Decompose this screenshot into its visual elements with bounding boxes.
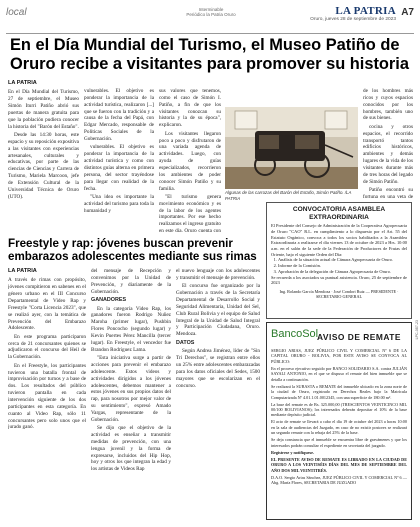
article1-kicker: LA PATRIA (8, 80, 37, 86)
museum-carriage-photo (225, 107, 358, 189)
article2-kicker: LA PATRIA (8, 268, 37, 274)
auction-paragraph: El acto de remate se llevará a cabo el día 19 de octubre del 2023 a horas 10:00 en la sala de audiencias del Juzgado, en caso de no existir postores se realizará un segundo remate con la rebaja del 25% de la base. (271, 419, 407, 436)
page-number: A7 (401, 7, 414, 18)
data-subhead: DATOS (176, 340, 195, 347)
article2-column-2 (91, 268, 171, 520)
agenda-item: 2. Informe de la Comisión. (278, 263, 407, 269)
article2-paragraph: El concurso fue organizado por la Gobernación a través de la Secretaría Departamental de Desarrollo Social y Seguridad Alimentaria, Unidad del Sel, Club Rural Bolivia y el equipo de Salud Integral de la Unidad de Salud Integral y Participación Ciudadana, Oruro. Mendoza. (176, 283, 260, 338)
agenda-item: 1. Análisis de la situación actual de Cámara Agropecuaria de Oruro. (278, 257, 407, 263)
auction-paragraph: D.A.O. Sergio Arias Sánchez, JUEZ PÚBLICO CIVIL Y COMERCIAL Nº 6 — Abg. María Flores, SECRETARIA DE JUZGADO (271, 474, 407, 485)
winners-subhead: GANADORES (91, 297, 127, 304)
article1-column-2 (84, 88, 154, 233)
article2-paragraph: "Esta iniciativa surge a partir de acciones para prevenir el embarazo adolescente. Estos videos y actividades dirigidos a los jóvenes adolescentes, debemos mantener a estos jóvenes en sus propios datos del rap, para nosotros por mejor valor de su sentimiento", expresó Amado Vargas, representante de la Gobernación. (91, 355, 171, 423)
photo-caption: Algunas de las carrozas del Barón del Estaño, Simón Patiño. /LA PATRIA (225, 190, 352, 201)
agenda-item: 3. Aprobación de la delegación de Cámara Agropecuaria de Oruro. (278, 269, 407, 275)
ad-code: LPC-087-23 (415, 320, 419, 340)
auction-notice (266, 322, 412, 520)
auction-paragraph: Se realizará la SUBASTA o REMATE del inmueble ubicado en la zona norte de la ciudad de Oruro, registrado en Derechos Reales bajo la Matrícula Computarizada Nº 4.01.1.01.0012345, con una superficie de 180.00 m². (271, 383, 407, 400)
bancosol-logo: BancoSol (271, 328, 319, 340)
article2-paragraph: En este programa participaron cerca de 21 concursantes quienes se adjudicaron el concurso del Heil de la Gobernación. (8, 333, 86, 361)
notice-agenda (271, 257, 407, 274)
publication-line-1: Interminable (198, 7, 224, 12)
masthead (6, 4, 414, 34)
article1-paragraph: vulnerables. El objetivo es ponderar la importancia de la actividad turística y como con distintos guías alterna en primera persona, del sector trayéndose para llegar con realidad de la fecha. (84, 144, 154, 192)
article2-paragraph: del mensaje de Recepción y convenimos por la Unidad de Prevención, y diariamente de la Gobernación. (91, 268, 171, 295)
article1-column-3 (159, 88, 221, 233)
auction-header (271, 326, 407, 348)
auction-title: AVISO DE REMATE (317, 332, 401, 342)
article1-paragraph: de los hombres más ricos y cuyos espacios conocidos por los hombres, también uno de sus bienes. (363, 88, 413, 122)
article2-column-1 (8, 268, 86, 520)
article2-column-3 (176, 268, 260, 520)
article2-paragraph: A través de rimas con propósito, jóvenes compitieron en sabenes en el género urbano en el III Concurso Departamental de Video Rap y Freestyle "Corta Licencia 2023", que se realizó ayer, con la temática de Prevención del Embarazo Adolescente. (8, 277, 86, 332)
article1-paragraph: Desde las 14:30 horas, este espacio y su reposición expositiva a las visitantes con experiencias artesanales, culturales y educativas, por parte de las ciencias de Ciencias y Carrera de Turismo, Mariela Marcoon, jefe de Extensión Cultural de la Universidad Técnica de Oruro (UTO). (8, 132, 79, 200)
article2-paragraph: Según Andrea Jiménez, líder de "Sin Tri Derechos", se registran entre ellos un 25% entre adolescentes embarazadas para los datos oficiales del Sedes, 1500 mayores que se escolarizan en el concurso. (176, 348, 260, 389)
article2-paragraph: En el Freestyle, los participantes tuvieron una batalla frontal de improvisación por turnos y a base de dos. Los resultados del público tuvieron pantalla en cada intervención siguiente de los dos participantes en esta categoría. En cuanto al Video Rap, sólo 11 concursantes pero solo unos que el jurado ganó. (8, 362, 86, 431)
auction-paragraph: La base del remate es de Bs. 325.000,00 (TRESCIENTOS VEINTICINCO MIL 00/100 BOLIVIANOS); los interesados deberán depositar el 10% de la base mediante depósito judicial. (271, 401, 407, 418)
article1-paragraph: "Una idea es importante la actividad del turismo para toda la humanidad y (84, 193, 154, 214)
article1-paragraph: Patiño encontró su fortuna en una veta de (363, 187, 413, 200)
notice-signatures: Ing. Rolando García Mendoza · José Condori Ruiz — PRESIDENTE · SECRETARIO GENERAL (279, 289, 399, 300)
article1-column-4 (363, 88, 413, 200)
publication-line-2: Periódico la Patria Oruro (186, 12, 236, 18)
article2-paragraph: el nuevo lenguaje con los adolescentes y transmitir el mensaje de prevención. (176, 268, 260, 281)
auction-paragraph: EL PRESENTE AVISO DE REMATE ES LIBRADO EN LA CIUDAD DE ORURO A LOS VEINTISÉIS DÍAS DEL MES DE SEPTIEMBRE DEL AÑO DOS MIL VEINTITRÉS. (271, 456, 407, 473)
issue-date: Oruro, jueves 28 de septiembre de 2023 (310, 17, 396, 22)
publication-strip (156, 7, 266, 18)
article1-paragraph: sus valores que tenemos, como el caso de Simón I. Patiño, a fin de que los visitantes conozcan su historia y la de su época", explicaron. (159, 88, 221, 129)
auction-paragraph: SERGIO ARIAS, JUEZ PÚBLICO CIVIL Y COMERCIAL Nº 6 DE LA CAPITAL ORURO - BOLIVIA, POR ESTE AVISO SE CONVOCA AL PÚBLICO: (271, 348, 407, 364)
photo-illustration (225, 107, 358, 189)
notice-title: CONVOCATORIA ASAMBLEA EXTRAORDINARIA (292, 206, 386, 221)
auction-paragraph: Registrese y notifíquese. (271, 449, 315, 455)
auction-paragraph: Se deja constancia que el inmueble se encuentra libre de gravámenes y que los interesados podrán consultar el expediente en secretaría del juzgado. (271, 437, 407, 448)
newspaper-logo: LA PATRIA (335, 5, 396, 17)
article1-paragraph: En el Día Mundial del Turismo, 27 de septiembre, el Museo Simón Iturri Patiño abrió sus puertas de manera gratuita para que la población pudiera conocer la historia del "Barón del Estaño". (8, 89, 79, 130)
notice-closing: Se recuerda a los asociados su puntual asistencia. Oruro, 25 de septiembre de 2023 (271, 274, 407, 286)
article1-paragraph: Los visitantes llegaron poco a poco y disfrutaron de una variada agenda de actividades. Luego, con ayuda de guías especializados, recorrieron los ambientes de poder conocer Simón Patiño y su familia. (159, 130, 221, 192)
article2-paragraph: En la categoría Video Rap, los ganadores fueron Rodrigo Nuñez Maroha (primer lugar), Pushbin Flores Poncocho (segundo lugar) y Kevin Puertes Pérez Mancilla (tercer lugar). En Freestyle, el vencedor fue Brandon Rodríguez Lama. (91, 305, 171, 353)
article1-column-3b (225, 200, 263, 224)
article1-paragraph: vulnerables. El objetivo es ponderar la importancia de la actividad turística, realizaron [...] que se fueron con la tradición y a causa de la fecha del Papá, con Edgar Mercado, responsable de Políticas Sociales de la Gobernación. (84, 88, 154, 143)
article1-column-1 (8, 80, 79, 230)
article1-headline: En el Día Mundial del Turismo, el Museo Patiño de Oruro recibe a visitantes para promover su historia (10, 36, 409, 74)
auction-paragraph: En el proceso ejecutivo seguido por BANCO SOLIDARIO S.A. contra JULIÁN SAYALI ANTONIO, en el que se dispuso el remate del bien inmueble que se detalla a continuación. (271, 365, 407, 382)
notice-body: El Presidente del Consejo de Administración de la Cooperativa Agropecuaria de Oruro "CAO" R.L. en cumplimiento a lo dispuesto por el Art. 55 del Estatuto Orgánico, convoca a todos los socios habilitados a la Asamblea Extraordinaria a realizarse el día viernes 13 de octubre de 2023 a Hrs. 10:00 a.m. en el salón de la sede de la Federación de Productores de Frutas del Oriente, bajo el siguiente Orden del Día: (271, 223, 407, 257)
assembly-notice (266, 202, 412, 319)
section-label: local (6, 7, 27, 18)
article2-headline: Freestyle y rap: jóvenes buscan prevenir embarazos adolescentes mediante sus rimas (8, 237, 257, 264)
article2-paragraph: Se dijo que el objetivo de la actividad es enseñar a transmitir medidas de prevención, con una lengua juvenil y la forma de expresarse, incluidos del Hip Hop, hoy y otros los que integran la edad y los artistas de Videos Rap (91, 425, 171, 473)
article1-paragraph: "El turismo genera movimiento económico y es de la labor de los agentes importantes. Por ese hecho realizamos el ingreso gratuito en este día. Oruro cuenta con (159, 193, 221, 233)
article1-paragraph: cocina y otros espacios, el recorrido transportó tantos edificios históricos, ambientes y demás lugares de la vida de los visitantes durante más de tres horas del legado de Simón Patiño. (363, 123, 413, 185)
